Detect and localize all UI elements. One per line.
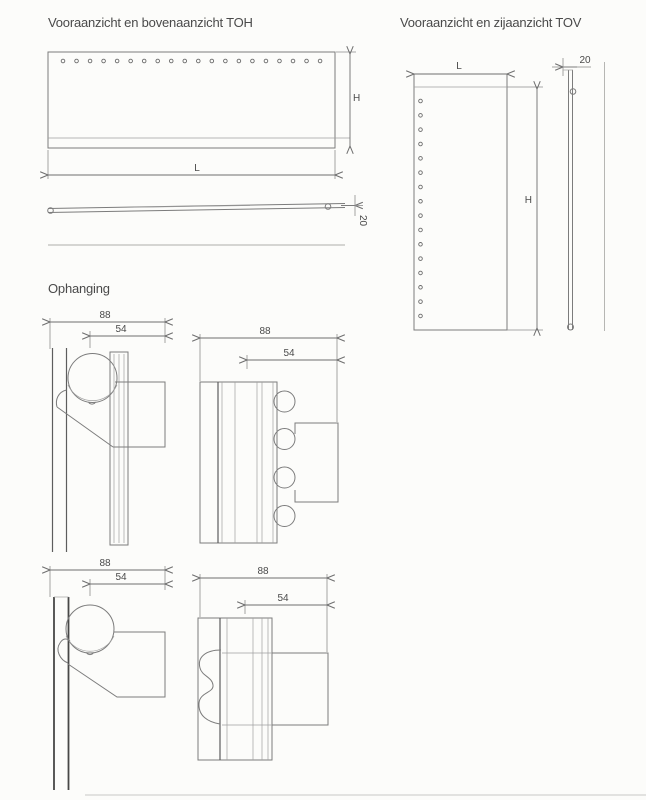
tov-side-view: [552, 55, 605, 331]
oph-d-clip-profile: [199, 650, 221, 724]
ophanging-section-title: Ophanging: [48, 281, 110, 296]
toh-length-label: L: [194, 163, 200, 174]
oph-a-bracket-arm: [57, 407, 113, 447]
oph-d-bracket-plate: [272, 653, 328, 725]
toh-section-title: Vooraanzicht en bovenaanzicht TOH: [48, 15, 253, 30]
oph-c-cradle: [66, 636, 114, 651]
oph-c-bracket-plate: [68, 632, 165, 697]
tov-length-label: L: [456, 61, 462, 72]
tov-front-view: [414, 61, 543, 330]
oph-c-knob: [66, 605, 114, 653]
oph-a-bracket-hook: [56, 390, 66, 407]
oph-c-inner-label: 54: [115, 572, 127, 583]
toh-right-bracket: [325, 204, 331, 210]
toh-depth-label: 20: [357, 215, 368, 227]
toh-front-view: [48, 52, 360, 179]
tov-panel-outline: [414, 74, 507, 330]
toh-top-view: [48, 195, 368, 245]
oph-d-total-label: 88: [257, 566, 269, 577]
oph-a-inner-label: 54: [115, 324, 127, 335]
ophanging-top-plan-view: [200, 326, 338, 543]
tov-section-title: Vooraanzicht en zijaanzicht TOV: [400, 15, 582, 30]
oph-b-total-label: 88: [259, 326, 271, 337]
tov-mounting-holes: [419, 99, 423, 318]
oph-b-bracket-plate: [295, 423, 338, 502]
oph-c-total-label: 88: [99, 558, 111, 569]
toh-height-label: H: [353, 93, 361, 104]
oph-d-panel-section: [198, 618, 272, 760]
oph-d-inner-label: 54: [277, 593, 289, 604]
toh-mounting-holes: [61, 59, 322, 63]
ophanging-top-side-view: [50, 310, 165, 552]
oph-a-bracket-plate: [113, 382, 165, 447]
tov-height-label: H: [524, 195, 532, 206]
tov-depth-label: 20: [579, 55, 591, 66]
oph-b-inner-label: 54: [283, 348, 295, 359]
toh-panel-outline: [48, 52, 335, 148]
ophanging-bottom-plan-view: [198, 566, 328, 760]
ophanging-bottom-side-view: [50, 558, 165, 790]
oph-a-total-label: 88: [99, 310, 111, 321]
oph-b-panel-section: [200, 382, 277, 543]
